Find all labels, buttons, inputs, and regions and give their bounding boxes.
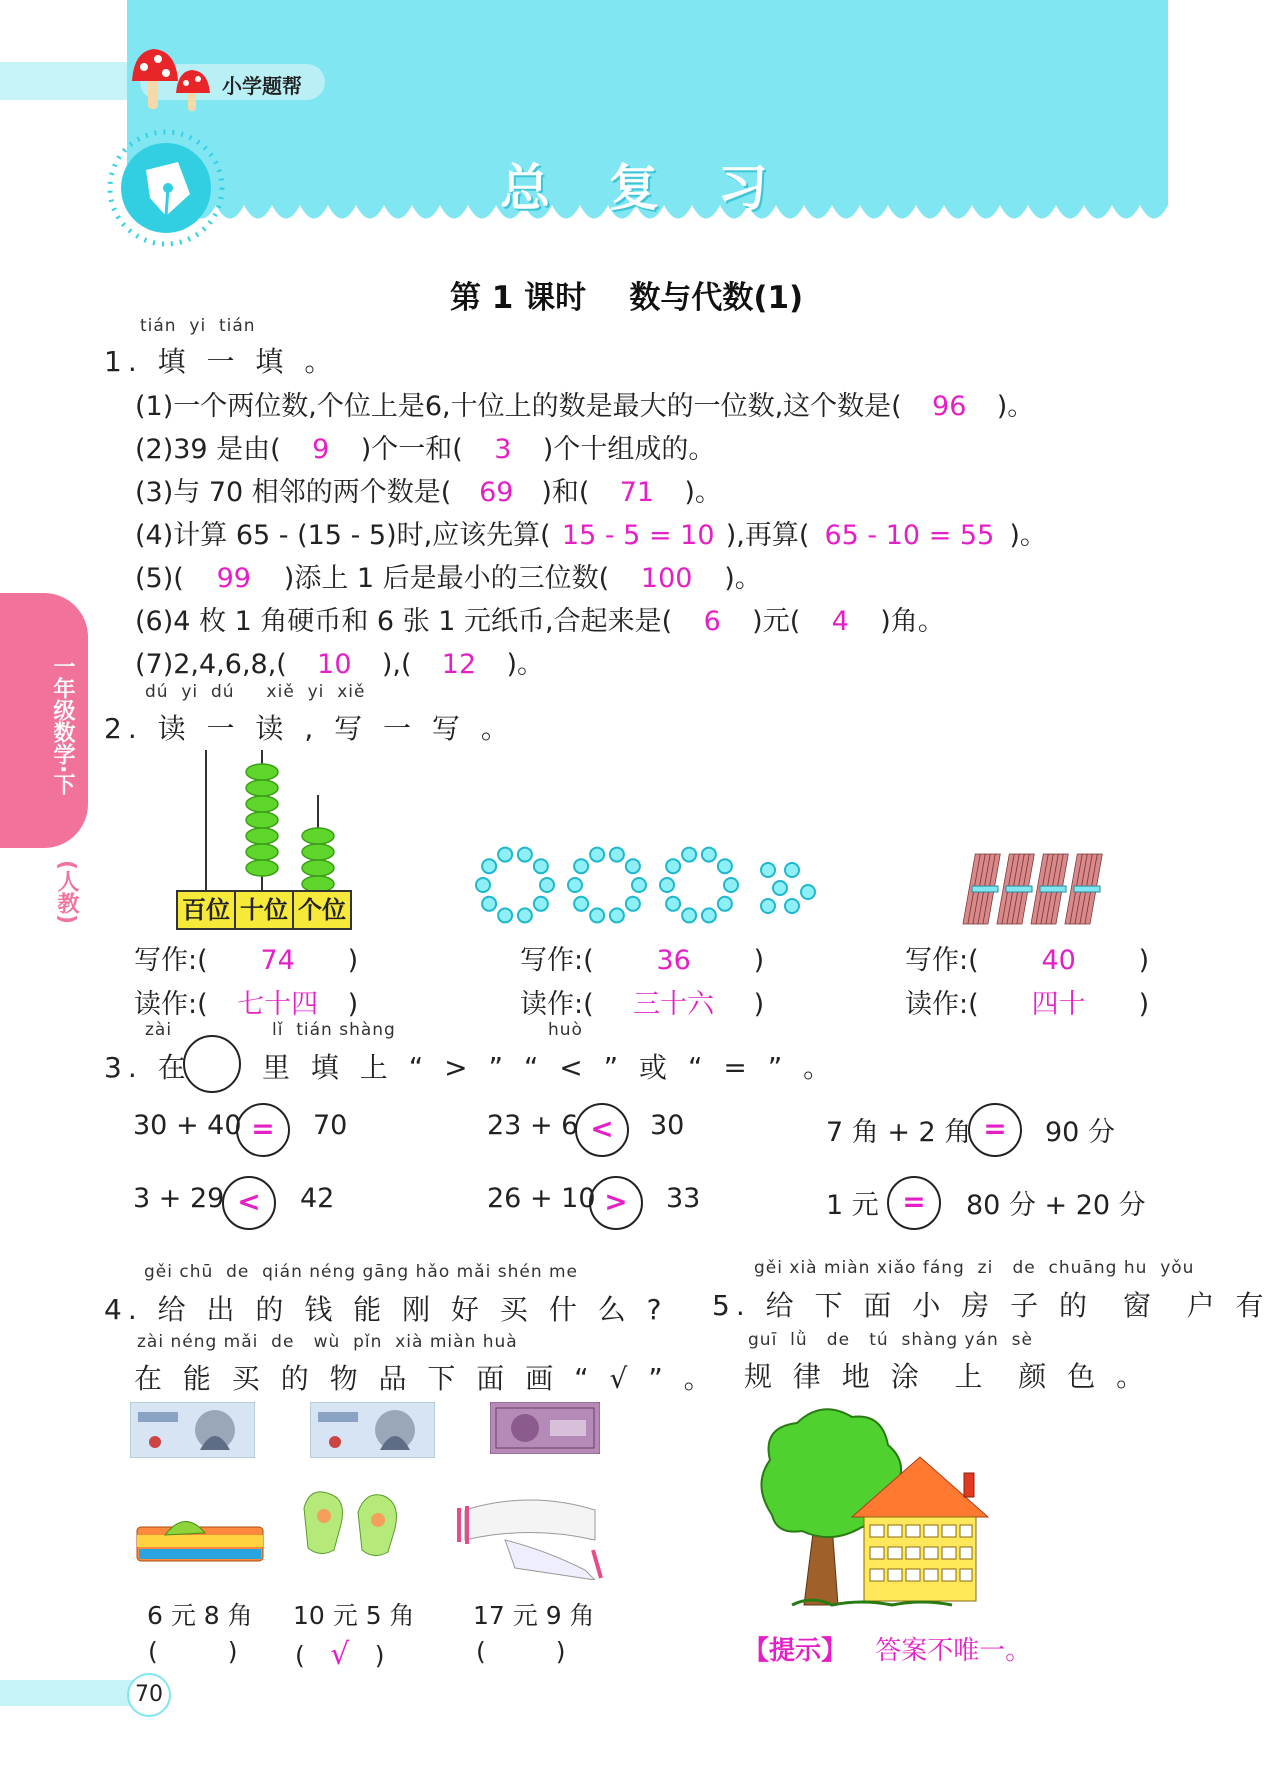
bead [540,878,554,892]
bead [482,897,496,911]
answer: 99 [216,563,251,594]
item-price-1: 6 元 8 角 [147,1601,253,1630]
stick-bundles [960,850,1110,930]
lesson-title: 第 1 课时 数与代数(1) [450,280,804,316]
answer: 9 [312,434,330,465]
page-number: 70 [127,1673,171,1717]
bead [534,897,548,911]
q1-pinyin: tián yi tián [140,316,256,336]
q4-line-2: 在 能 买 的 物 品 下 面 画 “ √ ” 。 [134,1362,718,1395]
answer: 96 [932,391,967,422]
bead [498,908,512,922]
q4-line-1: 4. 给 出 的 钱 能 刚 好 买 什 么 ? [104,1293,668,1326]
answer: 七十四 [237,989,319,1020]
comparison-right: 80 分 + 20 分 [966,1190,1146,1221]
read-row-3: 读作:( 四十 ) [905,982,1149,1021]
hint-label: 【提示】 [743,1636,848,1666]
q3-title-b: 里 填 上 “ > ” “ < ” 或 “ = ” 。 [262,1051,838,1084]
abacus-label-hundreds: 百位 [178,892,236,928]
comparison-sign: < [222,1176,276,1230]
q3-pinyin-zai: zài [145,1020,173,1040]
answer: 3 [494,434,512,465]
comparison-right: 42 [300,1183,335,1214]
bead [574,897,588,911]
bead [718,897,732,911]
pencil-case-image [135,1505,265,1570]
write-row-1: 写作:( 74 ) [134,945,359,976]
q3-pinyin-huo: huò [548,1020,583,1040]
bead [476,878,490,892]
bead [574,859,588,873]
q5-line-1: 5. 给 下 面 小 房 子 的 窗 户 有 [712,1289,1270,1322]
write-row-2: 写作:( 36 ) [520,945,765,976]
q4-pinyin-1: gěi chū de qián néng gāng hǎo mǎi shén me [144,1262,579,1282]
bead [518,848,532,862]
q1-item-1: (1)一个两位数,个位上是6,十位上的数是最大的一位数,这个数是( 96 )。 [135,391,1035,422]
answer: 6 [703,606,721,637]
answer: 65 - 10 = 55 [824,520,995,551]
answer: 三十六 [633,989,715,1020]
comparison-sign: = [236,1103,290,1157]
banknote-10-yuan [130,1402,255,1458]
answer: 69 [479,477,514,508]
q2-title: 2. 读 一 读 , 写 一 写 。 [104,712,515,745]
banknote-10-yuan-2 [310,1402,435,1458]
comparison-sign: = [968,1103,1022,1157]
answer: 12 [441,649,477,680]
bead [626,859,640,873]
answer: 10 [317,649,352,680]
bead [534,859,548,873]
bead [773,881,787,895]
comparison-left: 26 + 10 [487,1183,596,1214]
bead [590,908,604,922]
comparison-sign: > [589,1176,643,1230]
comparison-right: 70 [313,1110,348,1141]
answer: 36 [656,945,691,976]
abacus-label-ones: 个位 [298,896,346,924]
bead [660,878,674,892]
bead [568,878,582,892]
q4-pinyin-2: zài néng mǎi de wù pǐn xià miàn huà [137,1332,518,1352]
stick-bundle [997,854,1034,924]
q1-item-3: (3)与 70 相邻的两个数是( 69 )和( 71 )。 [135,477,722,508]
comparison-left: 3 + 29 [133,1183,225,1214]
bead [632,878,646,892]
q1-item-2: (2)39 是由( 9 )个一和( 3 )个十组成的。 [135,434,716,465]
bead [666,897,680,911]
item-check-2: ( √ ) [295,1637,385,1672]
tree-house-image [752,1405,1037,1613]
bead [682,848,696,862]
bead [761,899,775,913]
comparison-sign: < [575,1103,629,1157]
q5-pinyin-2: guī lǜ de tú shàng yán sè [748,1330,1033,1350]
q2-pinyin: dú yi dú xiě yi xiě [145,682,366,702]
bead [785,863,799,877]
stick-bundle [1031,854,1068,924]
mittens-image [296,1488,406,1578]
comparison-right: 90 分 [1045,1117,1115,1148]
mushroom-logo [130,45,215,115]
answer: 100 [640,563,693,594]
abacus-labels [176,890,352,930]
bead [610,908,624,922]
side-tab-grade: 一年级数学·下 [50,655,75,796]
bead [482,859,496,873]
comparison-right: 30 [650,1110,685,1141]
q3-pinyin-li: lǐ tián shàng [272,1020,396,1040]
pen-nib-badge [106,128,226,248]
hint-text: 答案不唯一。 [875,1636,1032,1666]
bead-rings [470,840,830,930]
q1-item-7: (7)2,4,6,8,( 10 ),( 12 )。 [135,649,545,680]
bead [590,848,604,862]
answer: 四十 [1031,989,1086,1020]
q1-item-4: (4)计算 65 - (15 - 5)时,应该先算( 15 - 5 = 10 ),再算( 65 - 10 = 55 )。 [135,520,1047,551]
comparison-left: 23 + 6 [487,1110,579,1141]
hint [743,1630,1031,1667]
q5-line-2: 规 律 地 涂 上 颜 色 。 [744,1360,1151,1393]
write-row-3: 写作:( 40 ) [905,945,1150,976]
stick-bundle [1065,854,1102,924]
bead [682,908,696,922]
bead [801,885,815,899]
banknote-5-jiao [490,1402,600,1454]
answer: 71 [619,477,655,508]
answer: 15 - 5 = 10 [561,520,715,551]
bead [610,848,624,862]
bead [498,848,512,862]
bead [702,848,716,862]
q1-title: 1. 填 一 填 。 [104,345,339,378]
page-title: 总 复 习 [500,159,776,217]
footer-bar [0,1680,140,1706]
answer: 40 [1041,945,1076,976]
bead [666,859,680,873]
abacus-label-tens: 十位 [236,892,294,928]
bead [702,908,716,922]
read-row-2: 读作:( 三十六 ) [520,982,764,1021]
item-check-1: ( ) [148,1637,238,1666]
q5-pinyin-1: gěi xià miàn xiǎo fáng zi de chuāng hu yǒu [754,1258,1195,1278]
comparison-left: 7 角 + 2 角 [826,1117,972,1148]
answer: 74 [260,945,295,976]
answer: 4 [831,606,849,637]
q1-item-5: (5)( 99 )添上 1 后是最小的三位数( 100 )。 [135,563,762,594]
bead [626,897,640,911]
brand-name: 小学题帮 [222,74,302,98]
item-price-3: 17 元 9 角 [473,1601,595,1630]
scarf-image [455,1490,605,1580]
comparison-sign: = [887,1176,941,1230]
comparison-left: 30 + 40 [133,1110,242,1141]
item-price-2: 10 元 5 角 [293,1601,415,1630]
bead [518,908,532,922]
comparison-left: 1 元 [826,1190,879,1221]
q3-title-a: 3. 在 [104,1051,192,1084]
read-row-1: 读作:( 七十四 ) [134,982,358,1021]
q3-title-circle [183,1035,241,1093]
item-check-3: ( ) [476,1637,566,1666]
bead [718,859,732,873]
stick-bundle [963,854,1000,924]
bead [724,878,738,892]
side-tab-edition: (人教) [54,860,79,925]
bead [785,899,799,913]
comparison-right: 33 [666,1183,701,1214]
bead [761,863,775,877]
q1-item-6: (6)4 枚 1 角硬币和 6 张 1 元纸币,合起来是( 6 )元( 4 )角。 [135,606,945,637]
